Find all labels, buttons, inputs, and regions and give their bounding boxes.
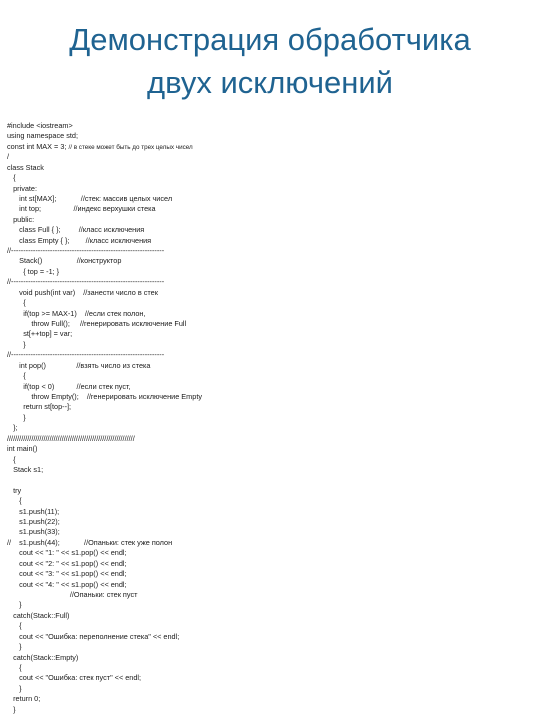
code-line-text: private: (7, 183, 38, 193)
code-line-text: cout << "1: " << s1.pop() << endl; (7, 548, 127, 558)
code-line (7, 434, 532, 444)
code-line-text: s1.push(22); (7, 517, 60, 527)
code-line-text: if(top >= MAX-1) //если стек полон, (7, 308, 146, 318)
slide-title-line-2: двух исключений (146, 65, 394, 100)
code-line (7, 527, 532, 537)
code-line-text: { (7, 496, 22, 506)
code-line (7, 475, 532, 485)
code-line (7, 298, 532, 308)
code-line-text: } (7, 683, 22, 693)
code-line (7, 246, 532, 256)
code-line-text: public: (7, 214, 35, 224)
code-line-text: class Empty { }; //класс исключения (7, 235, 152, 245)
code-line (7, 413, 532, 423)
code-line-text: class Full { }; //класс исключения (7, 225, 145, 235)
code-line (7, 517, 532, 527)
code-line-text: using namespace std; (7, 131, 78, 141)
code-line (7, 277, 532, 287)
code-line-text: cout << "2: " << s1.pop() << endl; (7, 558, 127, 568)
code-line-text: return st[top--]; (7, 402, 72, 412)
code-line-text: throw Full(); //генерировать исключение Full (7, 319, 187, 329)
code-line (7, 580, 532, 590)
inline-comment: // в стеке может быть до трех целых чисел (68, 143, 193, 151)
code-line (7, 621, 532, 631)
code-line (7, 350, 532, 360)
code-line-text: //--------------------------------------------------------------- (7, 277, 165, 287)
code-line-text: if(top < 0) //если стек пуст, (7, 381, 131, 391)
code-line-text: catch(Stack::Full) (7, 610, 70, 620)
code-line (7, 673, 532, 683)
code-line (7, 684, 532, 694)
code-line-text: st[++top] = var; (7, 329, 73, 339)
slide-title-line-1: Демонстрация обработчика (69, 22, 471, 57)
code-line-text: const int MAX = 3; (7, 141, 69, 151)
code-line-text: s1.push(11); (7, 506, 60, 516)
code-line-text: //--------------------------------------------------------------- (7, 350, 165, 360)
code-line-text: } (7, 642, 22, 652)
code-line (7, 507, 532, 517)
code-line (7, 538, 532, 548)
code-line (7, 632, 532, 642)
code-line (7, 319, 532, 329)
code-line (7, 225, 532, 235)
code-line (7, 486, 532, 496)
code-line (7, 392, 532, 402)
code-line-text: catch(Stack::Empty) (7, 652, 79, 662)
code-line (7, 382, 532, 392)
code-line-text: { (7, 371, 26, 381)
code-line-text: class Stack (7, 162, 44, 172)
code-line (7, 569, 532, 579)
code-line-text: { (7, 454, 16, 464)
code-line-text: } (7, 339, 26, 349)
code-line-text: int main() (7, 444, 38, 454)
code-line-text: #include <iostream> (7, 121, 73, 130)
code-line (7, 215, 532, 225)
code-line-text: Stack s1; (7, 464, 44, 474)
code-line (7, 267, 532, 277)
code-line (7, 402, 532, 412)
code-line-text: { (7, 173, 16, 183)
code-line (7, 340, 532, 350)
code-line (7, 256, 532, 266)
code-line (7, 236, 532, 246)
code-line-text: { top = -1; } (7, 266, 60, 276)
code-line (7, 142, 532, 152)
code-line (7, 653, 532, 663)
code-line (7, 423, 532, 433)
slide-title (0, 18, 540, 104)
code-line (7, 329, 532, 339)
code-line-text: //--------------------------------------------------------------- (7, 246, 165, 256)
code-line (7, 663, 532, 673)
code-line-text: } (7, 600, 22, 610)
code-line-text: void push(int var) //занести число в стек (7, 287, 158, 297)
code-line (7, 173, 532, 183)
code-line (7, 194, 532, 204)
code-line-text: // s1.push(44); //Опаньки: стек уже полон (7, 537, 173, 547)
code-line-text: s1.push(33); (7, 527, 60, 537)
code-line-text: return 0; (7, 694, 41, 704)
code-line-text: cout << "3: " << s1.pop() << endl; (7, 569, 127, 579)
code-line-text: //Опаньки: стек пуст (7, 589, 138, 599)
code-line (7, 559, 532, 569)
code-line-text: } (7, 704, 16, 714)
code-line (7, 465, 532, 475)
code-line-text: int pop() //взять число из стека (7, 360, 151, 370)
code-line (7, 152, 532, 162)
code-line (7, 694, 532, 704)
code-line (7, 705, 532, 715)
code-line (7, 371, 532, 381)
code-line-text: / (7, 152, 10, 162)
code-listing (7, 121, 532, 715)
code-line (7, 600, 532, 610)
code-line-text: } (7, 412, 26, 422)
code-line-text: try (7, 485, 22, 495)
code-line-text: int top; //индекс верхушки стека (7, 204, 156, 214)
code-line-text: cout << "Ошибка: стек пуст" << endl; (7, 673, 142, 683)
code-line (7, 548, 532, 558)
code-line-text: cout << "Ошибка: переполнение стека" << endl; (7, 631, 180, 641)
code-line (7, 455, 532, 465)
code-line-text: cout << "4: " << s1.pop() << endl; (7, 579, 127, 589)
code-line (7, 611, 532, 621)
code-line-text: Stack() //конструктор (7, 256, 122, 266)
code-line-text: { (7, 621, 22, 631)
code-line (7, 444, 532, 454)
code-line-text: }; (7, 423, 18, 433)
code-line-text: int st[MAX]; //стек: массив целых чисел (7, 193, 173, 203)
code-line (7, 204, 532, 214)
code-line (7, 121, 532, 131)
code-line (7, 131, 532, 141)
code-line-text: { (7, 298, 26, 308)
code-line (7, 309, 532, 319)
code-line-text: throw Empty(); //генерировать исключение Empty (7, 391, 202, 401)
code-line (7, 590, 532, 600)
code-line (7, 184, 532, 194)
code-line (7, 163, 532, 173)
code-line-text: /////////////////////////////////////////////////////////////// (7, 433, 135, 443)
code-line (7, 361, 532, 371)
code-line (7, 288, 532, 298)
code-line-text: { (7, 662, 22, 672)
code-line (7, 642, 532, 652)
code-line (7, 496, 532, 506)
